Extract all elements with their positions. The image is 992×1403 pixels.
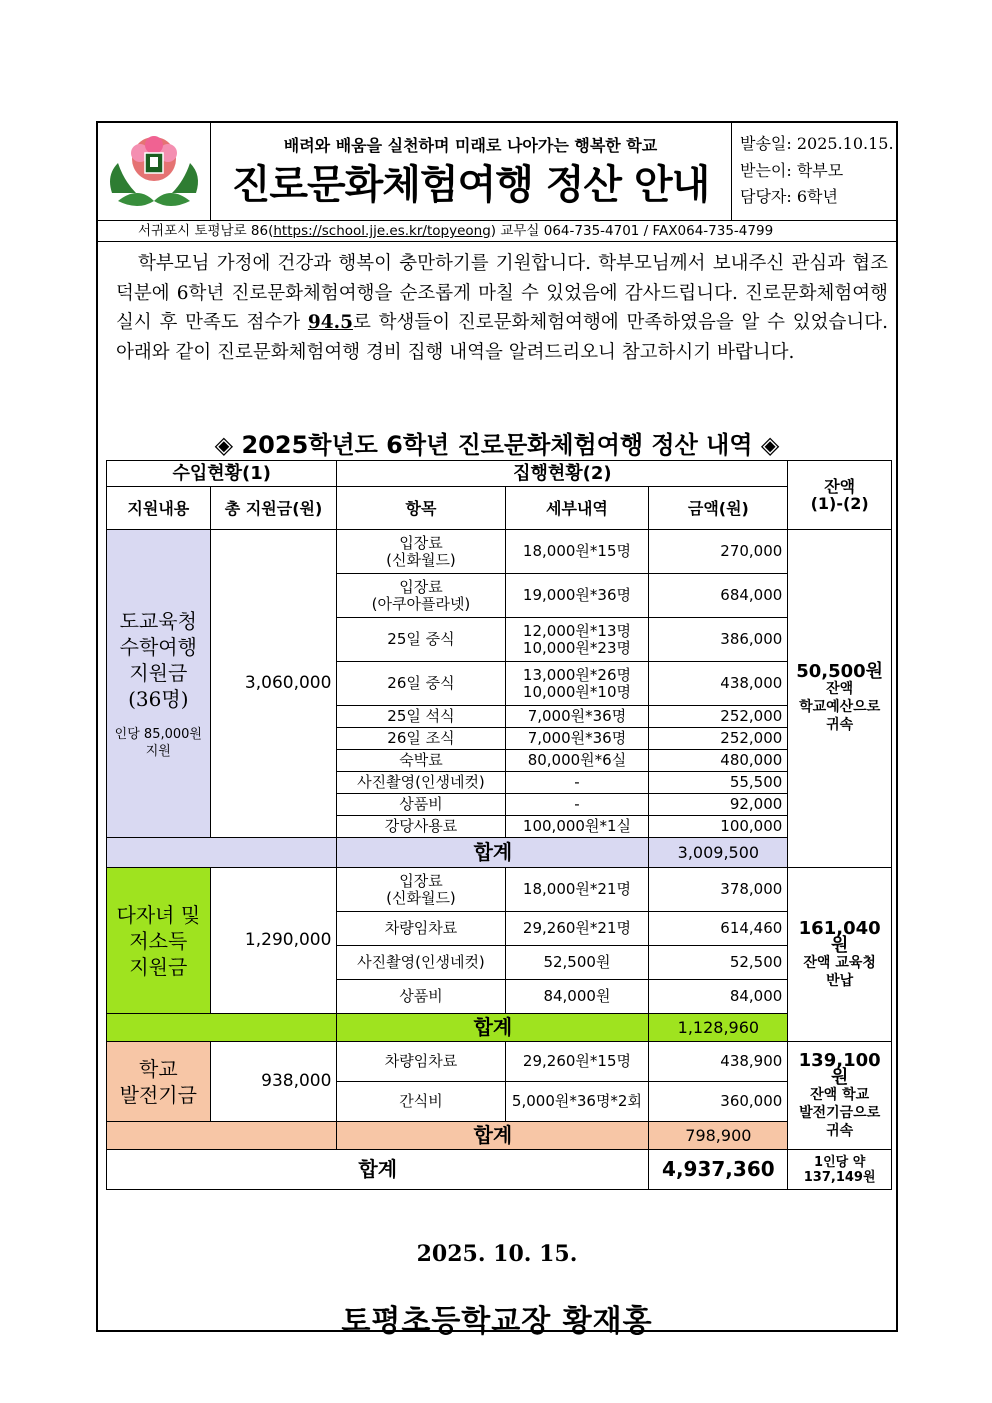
expense-item: 상품비 [337,980,505,1014]
expense-amount: 55,500 [649,772,788,794]
subtotal-amount: 3,009,500 [649,838,788,868]
subtotal-spacer [107,1014,337,1042]
subtotal-row [107,1014,892,1042]
group-multichild-support [107,868,892,1042]
expense-item: 25일 중식 [337,618,505,662]
expense-amount: 100,000 [649,816,788,838]
satisfaction-score: 94.5 [307,312,353,333]
expense-amount: 92,000 [649,794,788,816]
expense-amount: 360,000 [649,1082,788,1122]
expense-item: 입장료 (아쿠아플라넷) [337,574,505,618]
expense-item: 차량임차료 [337,912,505,946]
settlement-table [106,460,892,1190]
support-source [107,1042,211,1122]
expense-row [107,530,892,574]
expense-item: 숙박료 [337,750,505,772]
document-frame [96,121,898,1339]
balance-amount: 139,100원 [798,1049,881,1088]
total-support-amount: 1,290,000 [210,868,337,1014]
address-text: 서귀포시 토평남로 86( [138,223,274,239]
expense-detail: - [505,772,649,794]
title-cell [210,123,732,220]
amount-header: 금액(원) [649,487,788,530]
balance-cell [788,1042,892,1150]
subtotal-row [107,838,892,868]
expense-detail: 13,000원*26명 10,000원*10명 [505,662,649,706]
page-title: 진로문화체험여행 정산 안내 [231,162,710,208]
balance-header: 잔액 (1)-(2) [788,461,892,530]
balance-note: 잔액 교육청 반납 [803,954,876,989]
expense-item: 26일 중식 [337,662,505,706]
expense-item: 간식비 [337,1082,505,1122]
expense-amount: 378,000 [649,868,788,912]
item-header: 항목 [337,487,505,530]
manager: 담당자: 6학년 [740,187,838,206]
expense-detail: 19,000원*36명 [505,574,649,618]
document-meta [740,131,894,211]
balance-note: 잔액 학교예산으로 귀속 [799,681,881,733]
expense-item: 26일 조식 [337,728,505,750]
header [98,123,896,221]
balance-cell [788,868,892,1042]
subtotal-row [107,1122,892,1150]
expense-item: 입장료 (신화월드) [337,530,505,574]
send-date: 발송일: 2025.10.15. [740,134,894,153]
expense-item: 강당사용료 [337,816,505,838]
group-office-of-education [107,530,892,868]
per-person-amount: 1인당 약 137,149원 [788,1150,892,1190]
subtotal-amount: 1,128,960 [649,1014,788,1042]
support-source-name: 다자녀 및 저소득 지원금 [116,902,201,979]
expense-detail: 52,500원 [505,946,649,980]
grand-total-label: 합계 [107,1150,649,1190]
expense-detail: 7,000원*36명 [505,706,649,728]
expense-row [107,868,892,912]
expense-amount: 438,900 [649,1042,788,1082]
subtotal-label: 합계 [337,1014,649,1042]
total-support-amount: 3,060,000 [210,530,337,838]
expense-item: 사진촬영(인생네컷) [337,772,505,794]
expense-amount: 684,000 [649,574,788,618]
expense-detail: 29,260원*15명 [505,1042,649,1082]
intro-text-2: 로 학생들이 진로문화체험여행에 만족하였음을 알 수 있었습니다. 아래와 같이 진로문화체험여행 경비 집행 내역을 알려드리오니 참고하시기 바랍니다. [116,312,888,363]
school-slogan: 배려와 배움을 실천하며 미래로 나아가는 행복한 학교 [283,136,658,155]
expense-detail: 84,000원 [505,980,649,1014]
grand-total-amount: 4,937,360 [649,1150,788,1190]
intro-text-1: 학부모님 가정에 건강과 행복이 충만하기를 기원합니다. 학부모님께서 보내주신 관심과 협조 덕분에 6학년 진로문화체험여행을 순조롭게 마칠 수 있었음에 감사드립니다. 진로문화체험여행 실시 후 만족도 점수가 [116,253,888,333]
subtotal-label: 합계 [337,838,649,868]
recipient: 받는이: 학부모 [740,160,844,180]
expense-amount: 480,000 [649,750,788,772]
expense-item: 차량임차료 [337,1042,505,1082]
expense-amount: 52,500 [649,946,788,980]
support-source [107,530,211,838]
balance-amount: 50,500원 [796,661,884,682]
expense-item: 25일 석식 [337,706,505,728]
expense-amount: 84,000 [649,980,788,1014]
expense-item: 상품비 [337,794,505,816]
expense-detail: 12,000원*13명 10,000원*23명 [505,618,649,662]
expense-detail: 80,000원*6실 [505,750,649,772]
expense-detail: 29,260원*21명 [505,912,649,946]
expense-item: 입장료 (신화월드) [337,868,505,912]
income-header: 수입현황(1) [107,461,337,487]
school-logo-cell [98,123,211,220]
balance-cell [788,530,892,868]
group-school-fund [107,1042,892,1150]
issue-date: 2025. 10. 15. [416,1241,578,1267]
support-source-name: 도교육청 수학여행 지원금 (36명) [119,608,197,711]
subtotal-label: 합계 [337,1122,649,1150]
expense-amount: 252,000 [649,706,788,728]
balance-note: 잔액 학교 발전기금으로 귀속 [799,1086,881,1139]
principal-signature: 토평초등학교장 황재홍 [341,1304,653,1339]
subtotal-amount: 798,900 [649,1122,788,1150]
total-support-amount: 938,000 [210,1042,337,1122]
support-source-name: 학교 발전기금 [119,1056,197,1107]
detail-header: 세부내역 [505,487,649,530]
school-emblem-icon [98,123,210,220]
school-website-link[interactable]: https://school.jje.es.kr/topyeong [273,223,491,239]
expense-header: 집행현황(2) [337,461,788,487]
subtotal-spacer [107,1122,337,1150]
expense-detail: 18,000원*15명 [505,530,649,574]
expense-row [107,1042,892,1082]
expense-amount: 252,000 [649,728,788,750]
expense-amount: 438,000 [649,662,788,706]
expense-amount: 614,460 [649,912,788,946]
balance-amount: 161,040원 [798,917,881,956]
intro-paragraph [116,249,888,367]
support-source-note: 인당 85,000원 지원 [114,726,202,759]
support-header: 지원내용 [107,487,211,530]
expense-amount: 386,000 [649,618,788,662]
expense-detail: - [505,794,649,816]
section-title: ◈ 2025학년도 6학년 진로문화체험여행 정산 내역 ◈ [214,431,780,459]
total-support-header: 총 지원금(원) [210,487,337,530]
contact-text: ) 교무실 064-735-4701 / FAX064-735-4799 [490,223,774,239]
support-source [107,868,211,1014]
expense-item: 사진촬영(인생네컷) [337,946,505,980]
school-address [98,220,896,242]
expense-detail: 100,000원*1실 [505,816,649,838]
expense-detail: 18,000원*21명 [505,868,649,912]
expense-amount: 270,000 [649,530,788,574]
expense-detail: 7,000원*36명 [505,728,649,750]
subtotal-spacer [107,838,337,868]
expense-detail: 5,000원*36명*2회 [505,1082,649,1122]
